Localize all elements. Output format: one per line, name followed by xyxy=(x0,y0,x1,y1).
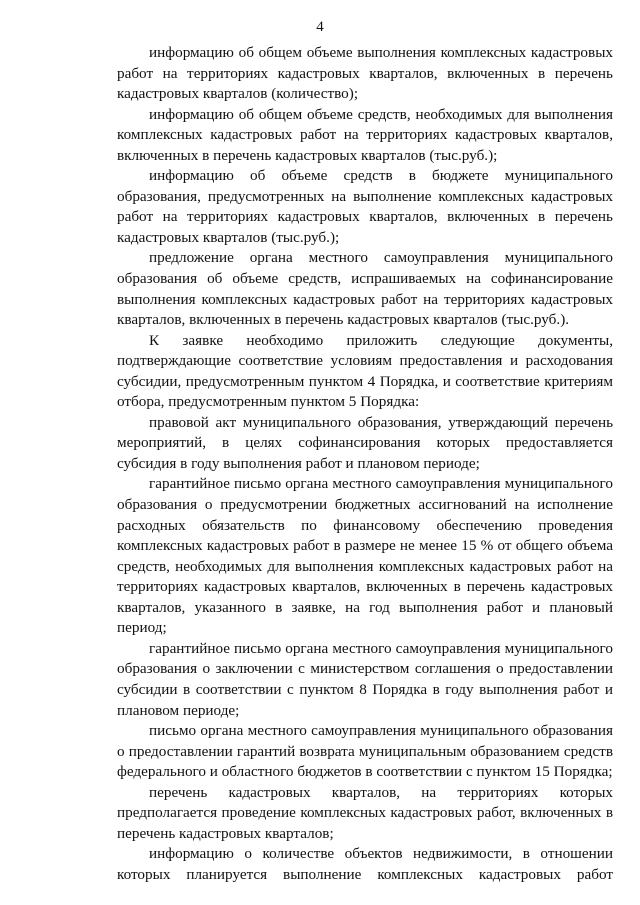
page-number: 4 xyxy=(316,19,324,35)
paragraph: гарантийное письмо органа местного самоуправления муниципального образования о заключении с министерством соглашения о предоставлении субсидии в соответствии с пунктом 8 Порядка в году выполнения работ и плановом периоде; xyxy=(117,639,613,719)
paragraph: правовой акт муниципального образования, утверждающий перечень мероприятий, в целях софинансирования которых предоставляется субсидия в году выполнения работ и плановом периоде; xyxy=(117,413,613,472)
paragraph: информацию о количестве объектов недвижимости, в отношении которых планируется выполнение комплексных кадастровых работ xyxy=(117,845,613,883)
paragraph: письмо органа местного самоуправления муниципального образования о предоставлении гарантий возврата муниципальным образованием средств федерального и областного бюджетов в соответствии с пунктом 15 Порядка; xyxy=(117,722,613,781)
paragraph: информацию об общем объеме средств, необходимых для выполнения комплексных кадастровых работ на территориях кадастровых кварталов, включенных в перечень кадастровых кварталов (тыс.руб.); xyxy=(117,105,613,164)
paragraph: информацию об общем объеме выполнения комплексных кадастровых работ на территориях кадастровых кварталов, включенных в перечень кадастровых кварталов (количество); xyxy=(117,44,613,103)
paragraph: перечень кадастровых кварталов, на территориях которых предполагается проведение комплексных кадастровых работ, включенных в перечень кадастровых кварталов; xyxy=(117,783,613,842)
paragraph: информацию об объеме средств в бюджете муниципального образования, предусмотренных на выполнение комплексных кадастровых работ на территориях кадастровых кварталов, включенных в перечень кадастровых кварталов (тыс.руб.); xyxy=(117,167,613,246)
paragraph: предложение органа местного самоуправления муниципального образования об объеме средств, испрашиваемых на софинансирование выполнения комплексных кадастровых работ на территориях кадастровых кварталов, включенных в перечень кадастровых кварталов (тыс.руб.). xyxy=(117,249,613,329)
paragraph: К заявке необходимо приложить следующие документы, подтверждающие соответствие условиям предоставления и расходования субсидии, предусмотренным пунктом 4 Порядка, и соответствие критериям отбора, предусмотренным пунктом 5 Порядка: xyxy=(117,331,613,411)
paragraph: гарантийное письмо органа местного самоуправления муниципального образования о предусмотрении бюджетных ассигнований на исполнение расходных обязательств по финансовому обеспечению проведения комплексных кадастровых работ в размере не менее 15 % от общего объема средств, необходимых для выполнения комплексных кадастровых работ на территориях кадастровых кварталов, включенных в перечень кадастровых кварталов, указанного в заявке, на год выполнения работ и плановый период; xyxy=(117,475,613,637)
document-body xyxy=(117,43,613,885)
